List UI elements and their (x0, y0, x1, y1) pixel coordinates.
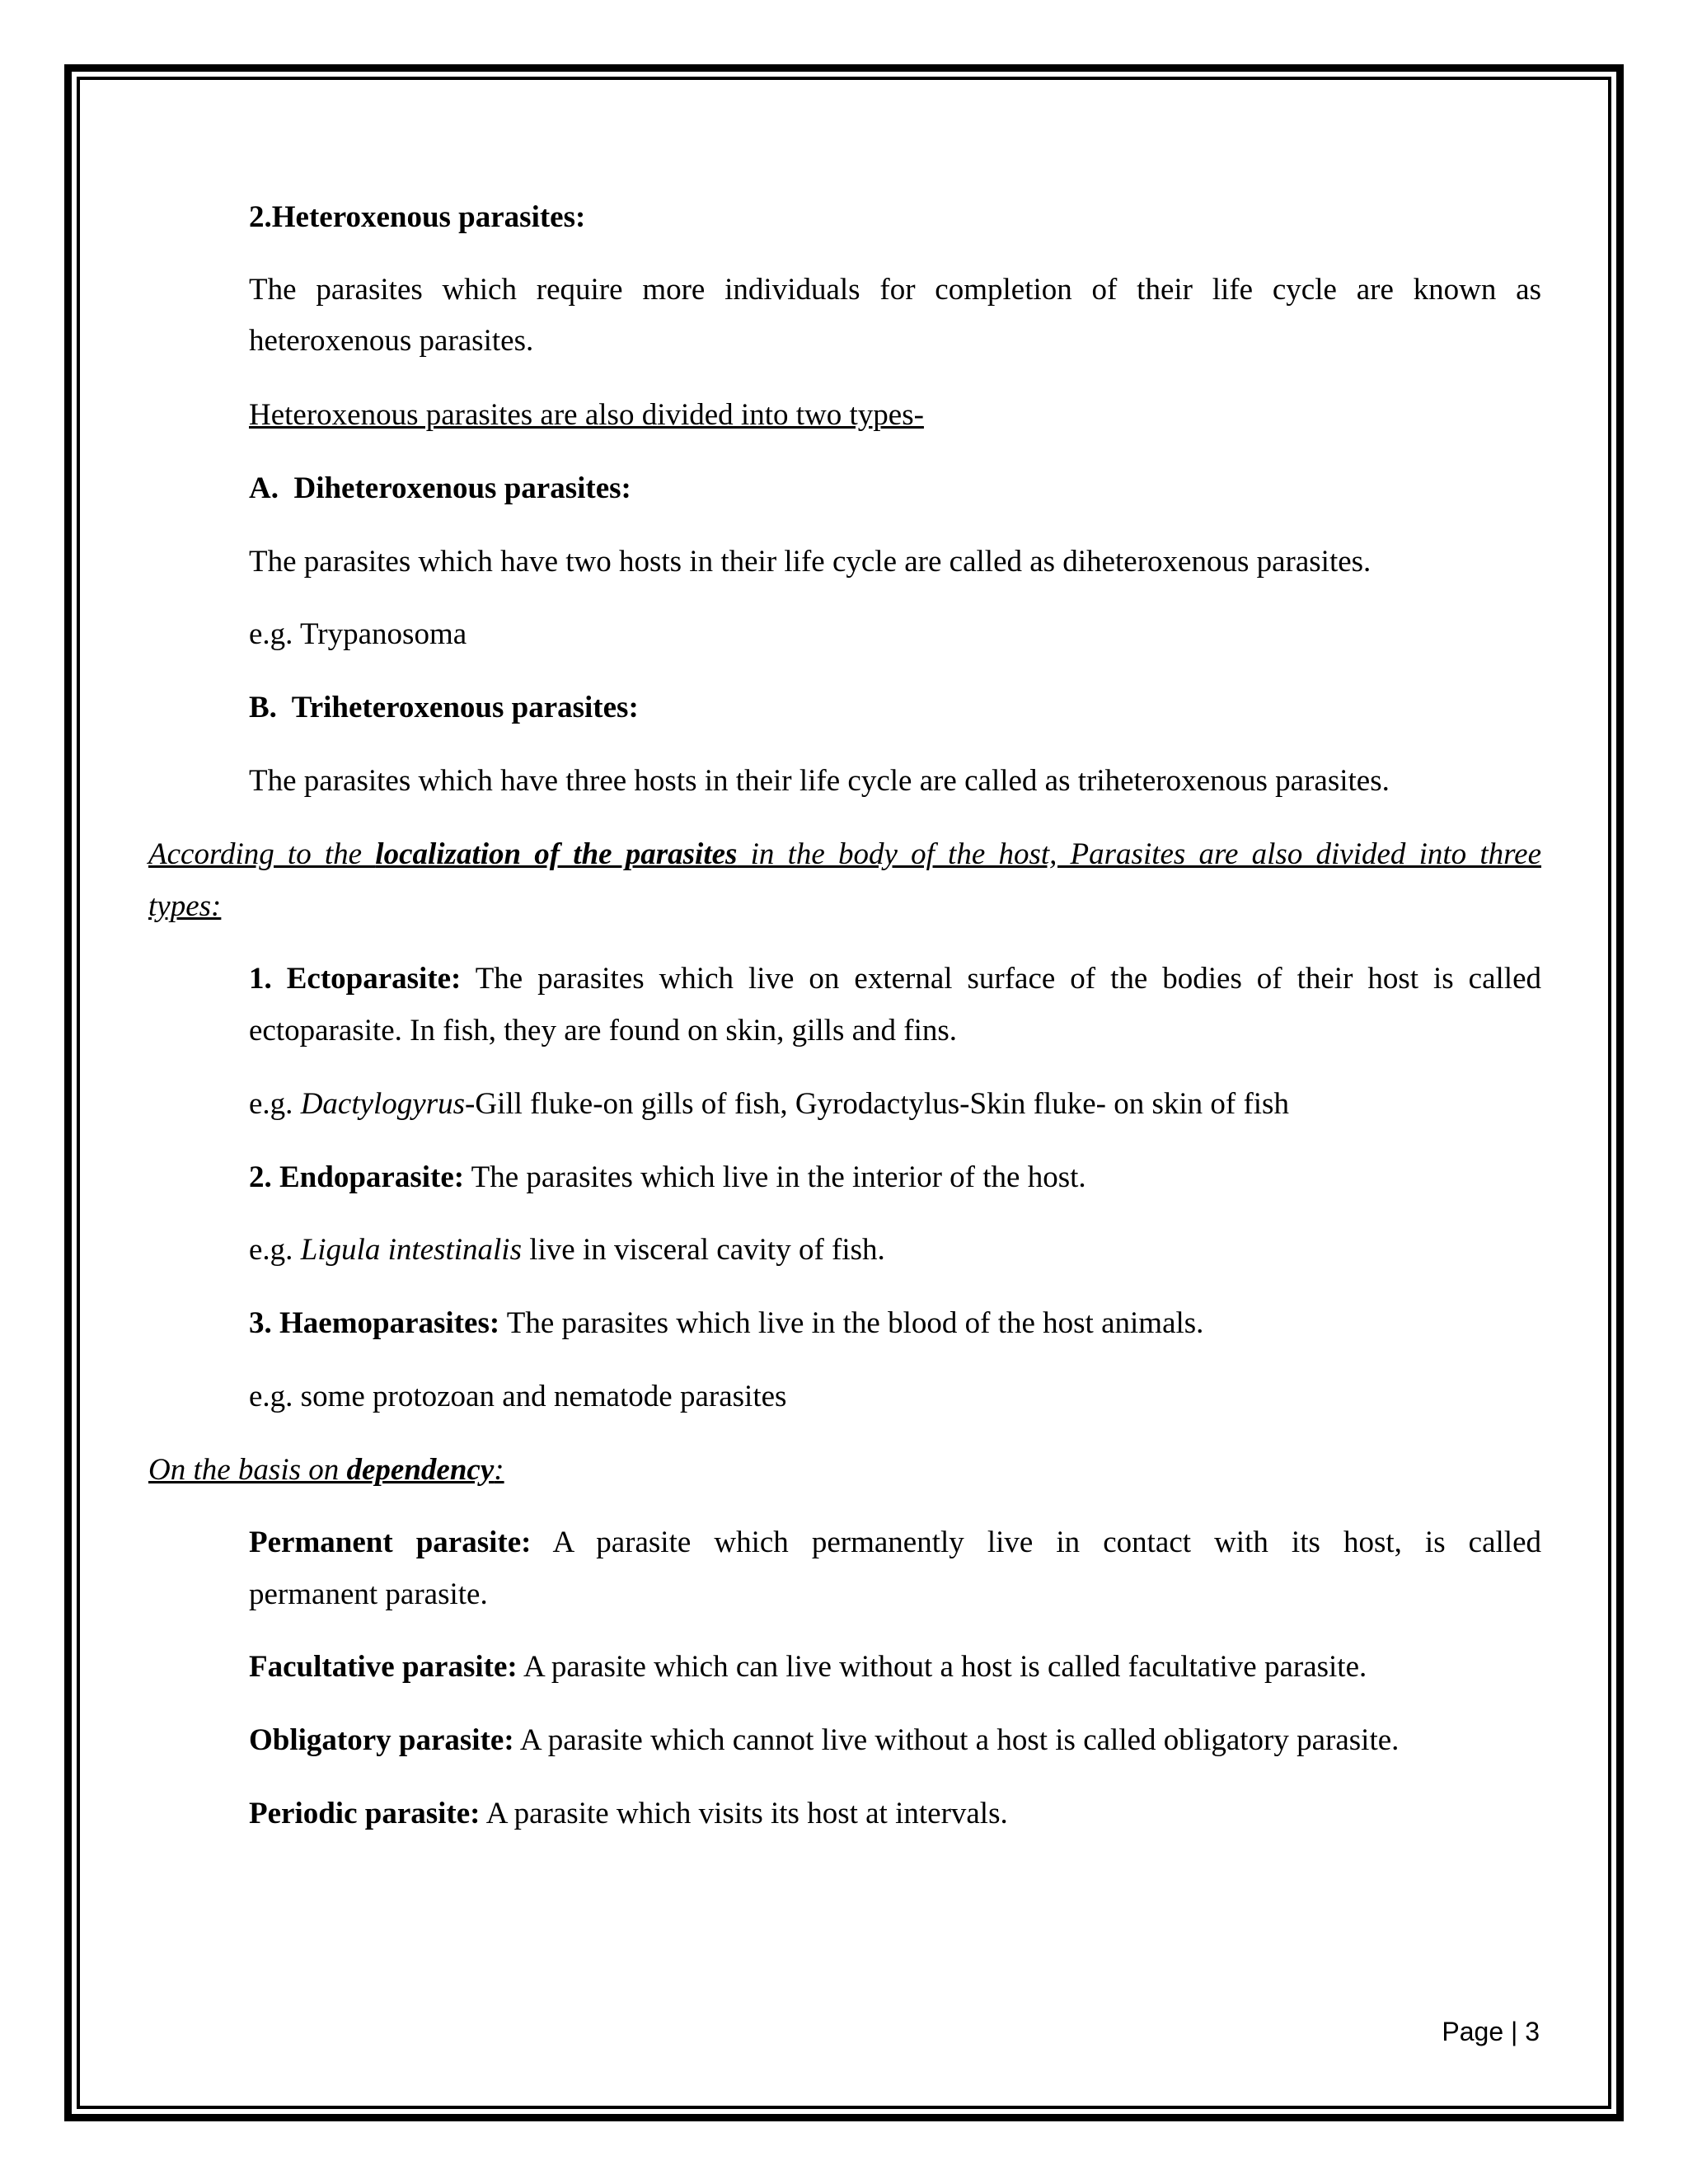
obligatory-parasite: Obligatory parasite: A parasite which cannot live without a host is called obligatory parasite. (249, 1723, 1400, 1757)
endoparasite-example: e.g. Ligula intestinalis live in visceral cavity of fish. (249, 1233, 885, 1267)
localization-intro-line2: types: (148, 889, 222, 923)
permanent-parasite-line2: permanent parasite. (249, 1577, 488, 1611)
diheteroxenous-definition: The parasites which have two hosts in their life cycle are called as diheteroxenous parasites. (249, 545, 1372, 579)
endoparasite-definition: 2. Endoparasite: The parasites which live in the interior of the host. (249, 1160, 1086, 1194)
permanent-parasite-line1: Permanent parasite: A parasite which permanently live in contact with its host, is called (249, 1526, 1542, 1559)
periodic-parasite: Periodic parasite: A parasite which visits its host at intervals. (249, 1797, 1008, 1830)
ectoparasite-definition-line2: ectoparasite. In fish, they are found on skin, gills and fins. (249, 1014, 958, 1047)
ectoparasite-definition-line1: 1. Ectoparasite: The parasites which live on external surface of the bodies of their host is called (249, 962, 1541, 996)
page-number: Page | 3 (1442, 2017, 1540, 2046)
facultative-parasite: Facultative parasite: A parasite which can live without a host is called facultative parasite. (249, 1650, 1367, 1684)
heteroxenous-types-intro: Heteroxenous parasites are also divided into two types- (249, 398, 924, 432)
dependency-heading: On the basis on dependency: (148, 1453, 504, 1487)
diheteroxenous-heading: A. Diheteroxenous parasites: (249, 471, 631, 505)
diheteroxenous-example: e.g. Trypanosoma (249, 617, 467, 651)
triheteroxenous-heading: B. Triheteroxenous parasites: (249, 691, 639, 724)
heteroxenous-definition-line2: heteroxenous parasites. (249, 324, 534, 358)
triheteroxenous-definition: The parasites which have three hosts in their life cycle are called as triheteroxenous parasites. (249, 764, 1390, 798)
ectoparasite-example: e.g. Dactylogyrus-Gill fluke-on gills of fish, Gyrodactylus-Skin fluke- on skin of fish (249, 1087, 1289, 1121)
heteroxenous-definition-line1: The parasites which require more individuals for completion of their life cycle are known as (249, 273, 1541, 307)
section-heading-heteroxenous: 2.Heteroxenous parasites: (249, 200, 586, 234)
haemoparasite-example: e.g. some protozoan and nematode parasites (249, 1380, 787, 1413)
localization-intro-line1: According to the localization of the parasites in the body of the host, Parasites are also divided into three (148, 837, 1542, 871)
haemoparasite-definition: 3. Haemoparasites: The parasites which live in the blood of the host animals. (249, 1306, 1204, 1340)
